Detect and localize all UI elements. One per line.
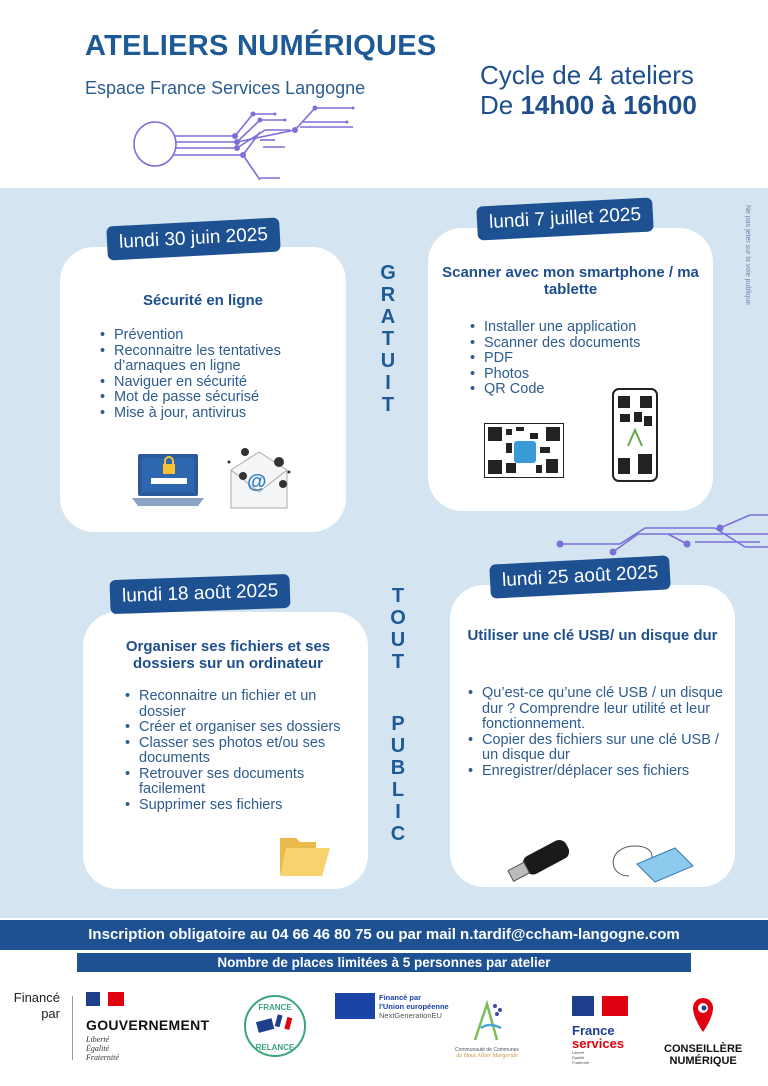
circuit-decoration-icon [125, 100, 365, 180]
public-vertical-text: P U B L I C [390, 713, 406, 845]
workshop-title: Sécurité en ligne [142, 292, 264, 309]
eu-logo: Financé par l'Union européenne NextGenerationEU [335, 993, 449, 1020]
financed-by-label: Financé par [13, 990, 60, 1021]
workshop-card-4 [450, 585, 735, 887]
communaute-communes-logo: Communauté de Communes du Haut Allier Margeride [455, 998, 519, 1059]
svg-text:@: @ [247, 471, 267, 493]
workshop-title: Utiliser une clé USB/ un disque dur [467, 627, 718, 644]
svg-text:RELANCE: RELANCE [255, 1043, 295, 1052]
workshop-date-2: lundi 7 juillet 2025 [476, 197, 654, 240]
gratuit-vertical-text: G R A T U I T [380, 262, 396, 416]
workshop-topics: • Qu’est-ce qu’une clé USB / un disque dur ? Comprendre leur utilité et leur fonctionnement. • Copier des fichiers sur une clé USB / un disque dur • Enregistrer/déplacer ses fichiers [466, 686, 728, 779]
workshop-title: Organiser ses fichiers et ses dossiers sur un ordinateur [125, 638, 331, 672]
svg-text:FRANCE: FRANCE [258, 1003, 292, 1012]
tout-vertical-text: T O U T [390, 585, 406, 673]
workshop-topics: • Installer une application • Scanner des documents • PDF • Photos • QR Code [468, 320, 708, 398]
workshop-date-4: lundi 25 août 2025 [489, 555, 671, 598]
folder-icon [278, 834, 332, 878]
page-title: ATELIERS NUMÉRIQUES [85, 30, 437, 62]
conseillere-numerique-logo: CONSEILLÈRE NUMÉRIQUE [664, 996, 742, 1067]
usb-key-icon [505, 837, 573, 885]
workshop-date-3: lundi 18 août 2025 [109, 574, 290, 614]
email-virus-icon [225, 442, 291, 512]
workshop-card-1 [60, 247, 346, 532]
laptop-lock-icon [132, 452, 206, 510]
registration-banner: Inscription obligatoire au 04 66 46 80 75 ou par mail n.tardif@ccham-langogne.com [0, 920, 768, 950]
footer-logos [0, 982, 768, 1086]
page-subtitle: Espace France Services Langogne [85, 78, 366, 98]
circuit-decoration-icon [550, 512, 768, 557]
workshop-card-3 [83, 612, 368, 889]
workshop-card-2 [428, 228, 713, 511]
divider [72, 996, 73, 1060]
header [0, 0, 768, 188]
france-relance-logo [243, 994, 307, 1058]
map-pin-icon [691, 996, 715, 1034]
workshop-title: Scanner avec mon smartphone / ma tablette [442, 264, 699, 298]
france-services-logo: France services Liberté Égalité Fraternité [572, 996, 628, 1065]
side-note: Ne pas jeter sur la voie publique [744, 205, 751, 306]
workshop-topics: • Reconnaitre un fichier et un dossier • Créer et organiser ses dossiers • Classer ses photos et/ou ses documents • Retrouver ses documents facilement • Supprimer ses fichiers [123, 689, 353, 813]
cycle-time: De 14h00 à 16h00 [480, 90, 697, 120]
phone-qr-code-icon [612, 388, 658, 482]
cc-logo-icon [467, 998, 507, 1042]
places-banner: Nombre de places limitées à 5 personnes par atelier [77, 953, 691, 972]
marianne-flag-icon [86, 992, 126, 1006]
cycle-info [480, 60, 697, 120]
qr-code-icon [484, 423, 564, 478]
gouvernement-logo: GOUVERNEMENT Liberté Égalité Fraternité [86, 992, 209, 1062]
eu-flag-icon [335, 993, 375, 1019]
workshop-topics: • Prévention • Reconnaitre les tentatives d’arnaques en ligne • Naviguer en sécurité • Mot de passe sécurisé • Mise à jour, antivirus [98, 328, 338, 421]
hard-drive-icon [605, 840, 695, 884]
cycle-count: Cycle de 4 ateliers [480, 60, 694, 90]
marianne-flag-icon [572, 996, 628, 1016]
workshop-date-1: lundi 30 juin 2025 [106, 217, 281, 260]
